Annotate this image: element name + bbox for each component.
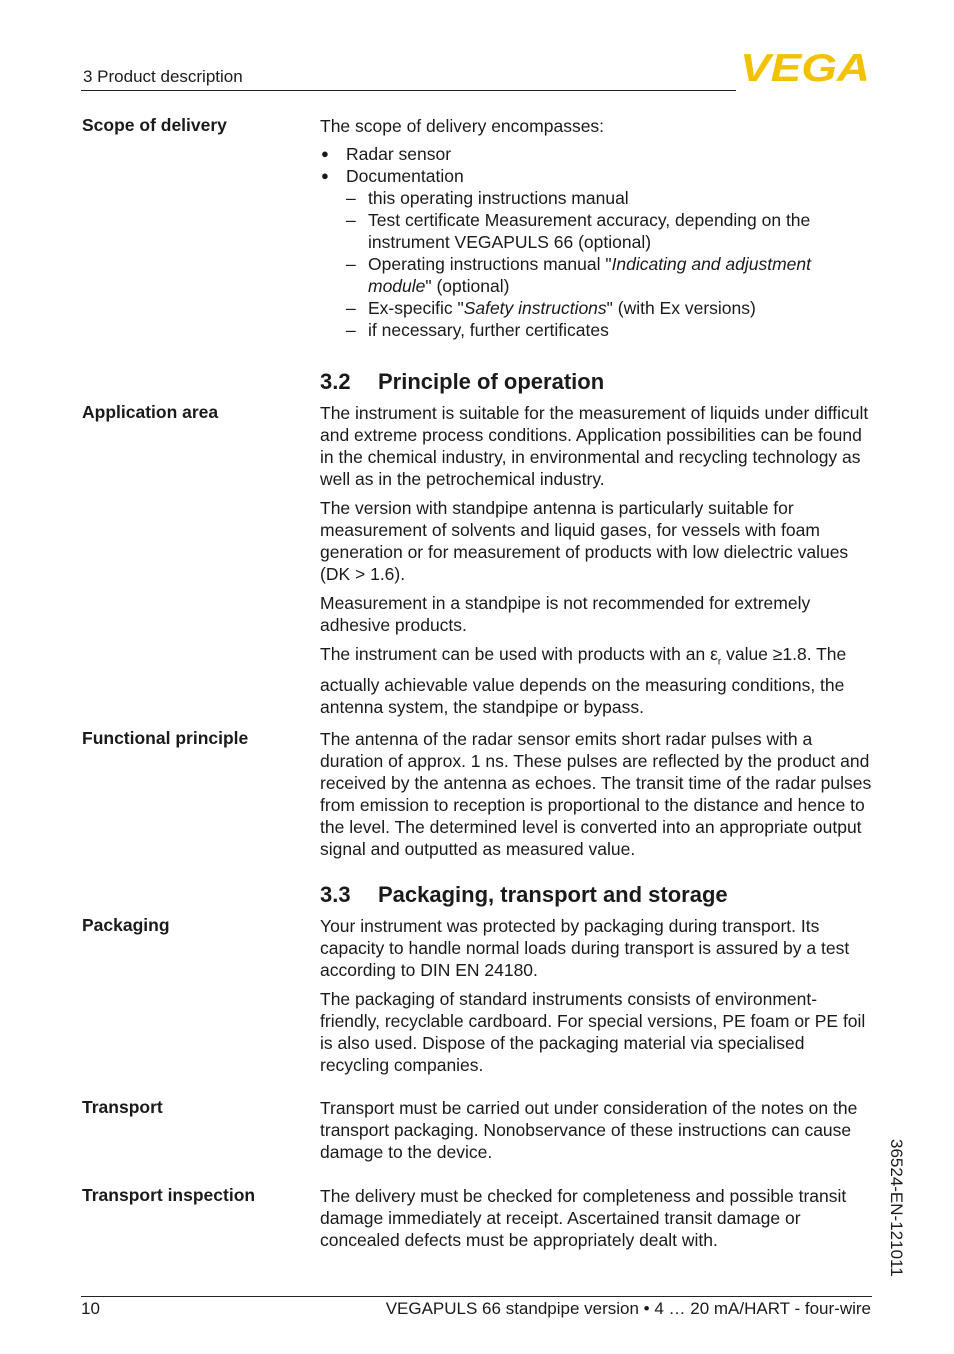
paragraph: The instrument is suitable for the measurement of liquids under difficult and extreme process conditions. Application possibilities can be found in the chemical industry, in environmental and recycling technology as well as in the petrochemical industry. [320, 403, 869, 489]
functional-principle-label: Functional principle [82, 728, 249, 748]
list-item: – Test certificate Measurement accuracy, depending on the instrument VEGAPULS 66 (optional) [346, 209, 876, 253]
paragraph: Your instrument was protected by packaging during transport. Its capacity to handle normal loads during transport is assured by a test according to DIN EN 24180. [320, 916, 850, 980]
emphasis: Indicating and adjustment module [368, 254, 812, 296]
paragraph: The packaging of standard instruments consists of environment-friendly, recyclable cardboard. For special versions, PE foam or PE foil is also used. Dispose of the packaging material via specialised recycling companies. [320, 989, 866, 1075]
list-item [320, 165, 876, 341]
paragraph: The antenna of the radar sensor emits short radar pulses with a duration of approx. 1 ns. These pulses are reflected by the product and received by the antenna as echoes. The transit time of the radar pulses from emission to reception is proportional to the distance and hence to the level. The determined level is converted into an appropriate output signal and outputted as measured value. [320, 729, 872, 859]
list-item: – Operating instructions manual "Indicating and adjustment module" (optional) [346, 253, 876, 297]
page-number: 10 [81, 1299, 100, 1318]
paragraph: The delivery must be checked for completeness and possible transit damage immediately at receipt. Ascertained transit damage or concealed defects must be appropriately dealt with. [320, 1186, 847, 1250]
functional-principle-content [320, 728, 876, 867]
packaging-content [320, 915, 876, 1083]
section-number: 3.2 [320, 369, 351, 394]
list-item: ● Radar sensor [320, 143, 876, 165]
section-title: Packaging, transport and storage [378, 882, 728, 907]
documentation-list [346, 187, 876, 341]
paragraph: The instrument can be used with products with an $\varepsilon_r$ value ≥1.8. The actually achievable value depends on the measuring conditions, the antenna system, the standpipe or bypass. [320, 644, 847, 717]
list-item-label: Documentation [346, 166, 464, 186]
scope-list [320, 143, 876, 341]
list-item: – this operating instructions manual [346, 187, 876, 209]
header-section-title: 3 Product description [83, 67, 243, 86]
footer-rule [81, 1296, 872, 1297]
paragraph: The version with standpipe antenna is particularly suitable for measurement of solvents and liquid gases, for vessels with foam generation or for measurement of products with low dielectric values (DK > 1.6). [320, 498, 849, 584]
application-area-content [320, 402, 876, 725]
application-area-label: Application area [82, 402, 219, 422]
document-code: 36524-EN-121011 [887, 1139, 906, 1277]
section-number: 3.3 [320, 882, 351, 907]
section-title: Principle of operation [378, 369, 605, 394]
scope-intro: The scope of delivery encompasses: [320, 116, 605, 136]
list-item: – if necessary, further certificates [346, 319, 876, 341]
vega-logo-text: VEGA [740, 50, 870, 84]
transport-inspection-label: Transport inspection [82, 1185, 256, 1205]
vega-logo [740, 50, 872, 84]
emphasis: Safety instructions [463, 298, 607, 318]
footer-document-title: VEGAPULS 66 standpipe version • 4 … 20 mA/HART - four-wire [385, 1299, 871, 1318]
section-heading-3-3 [320, 882, 728, 908]
scope-content [320, 115, 876, 341]
subscript: r [717, 656, 722, 668]
list-item: – Ex-specific "Safety instructions" (with Ex versions) [346, 297, 876, 319]
transport-content [320, 1097, 876, 1170]
section-heading-3-2 [320, 369, 604, 395]
packaging-label: Packaging [82, 915, 170, 935]
scope-label: Scope of delivery [82, 115, 227, 135]
paragraph: Transport must be carried out under consideration of the notes on the transport packaging. Nonobservance of these instructions can cause damage to the device. [320, 1098, 858, 1162]
header-rule [81, 90, 736, 91]
paragraph: Measurement in a standpipe is not recommended for extremely adhesive products. [320, 593, 811, 635]
transport-label: Transport [82, 1097, 163, 1117]
transport-inspection-content [320, 1185, 876, 1258]
